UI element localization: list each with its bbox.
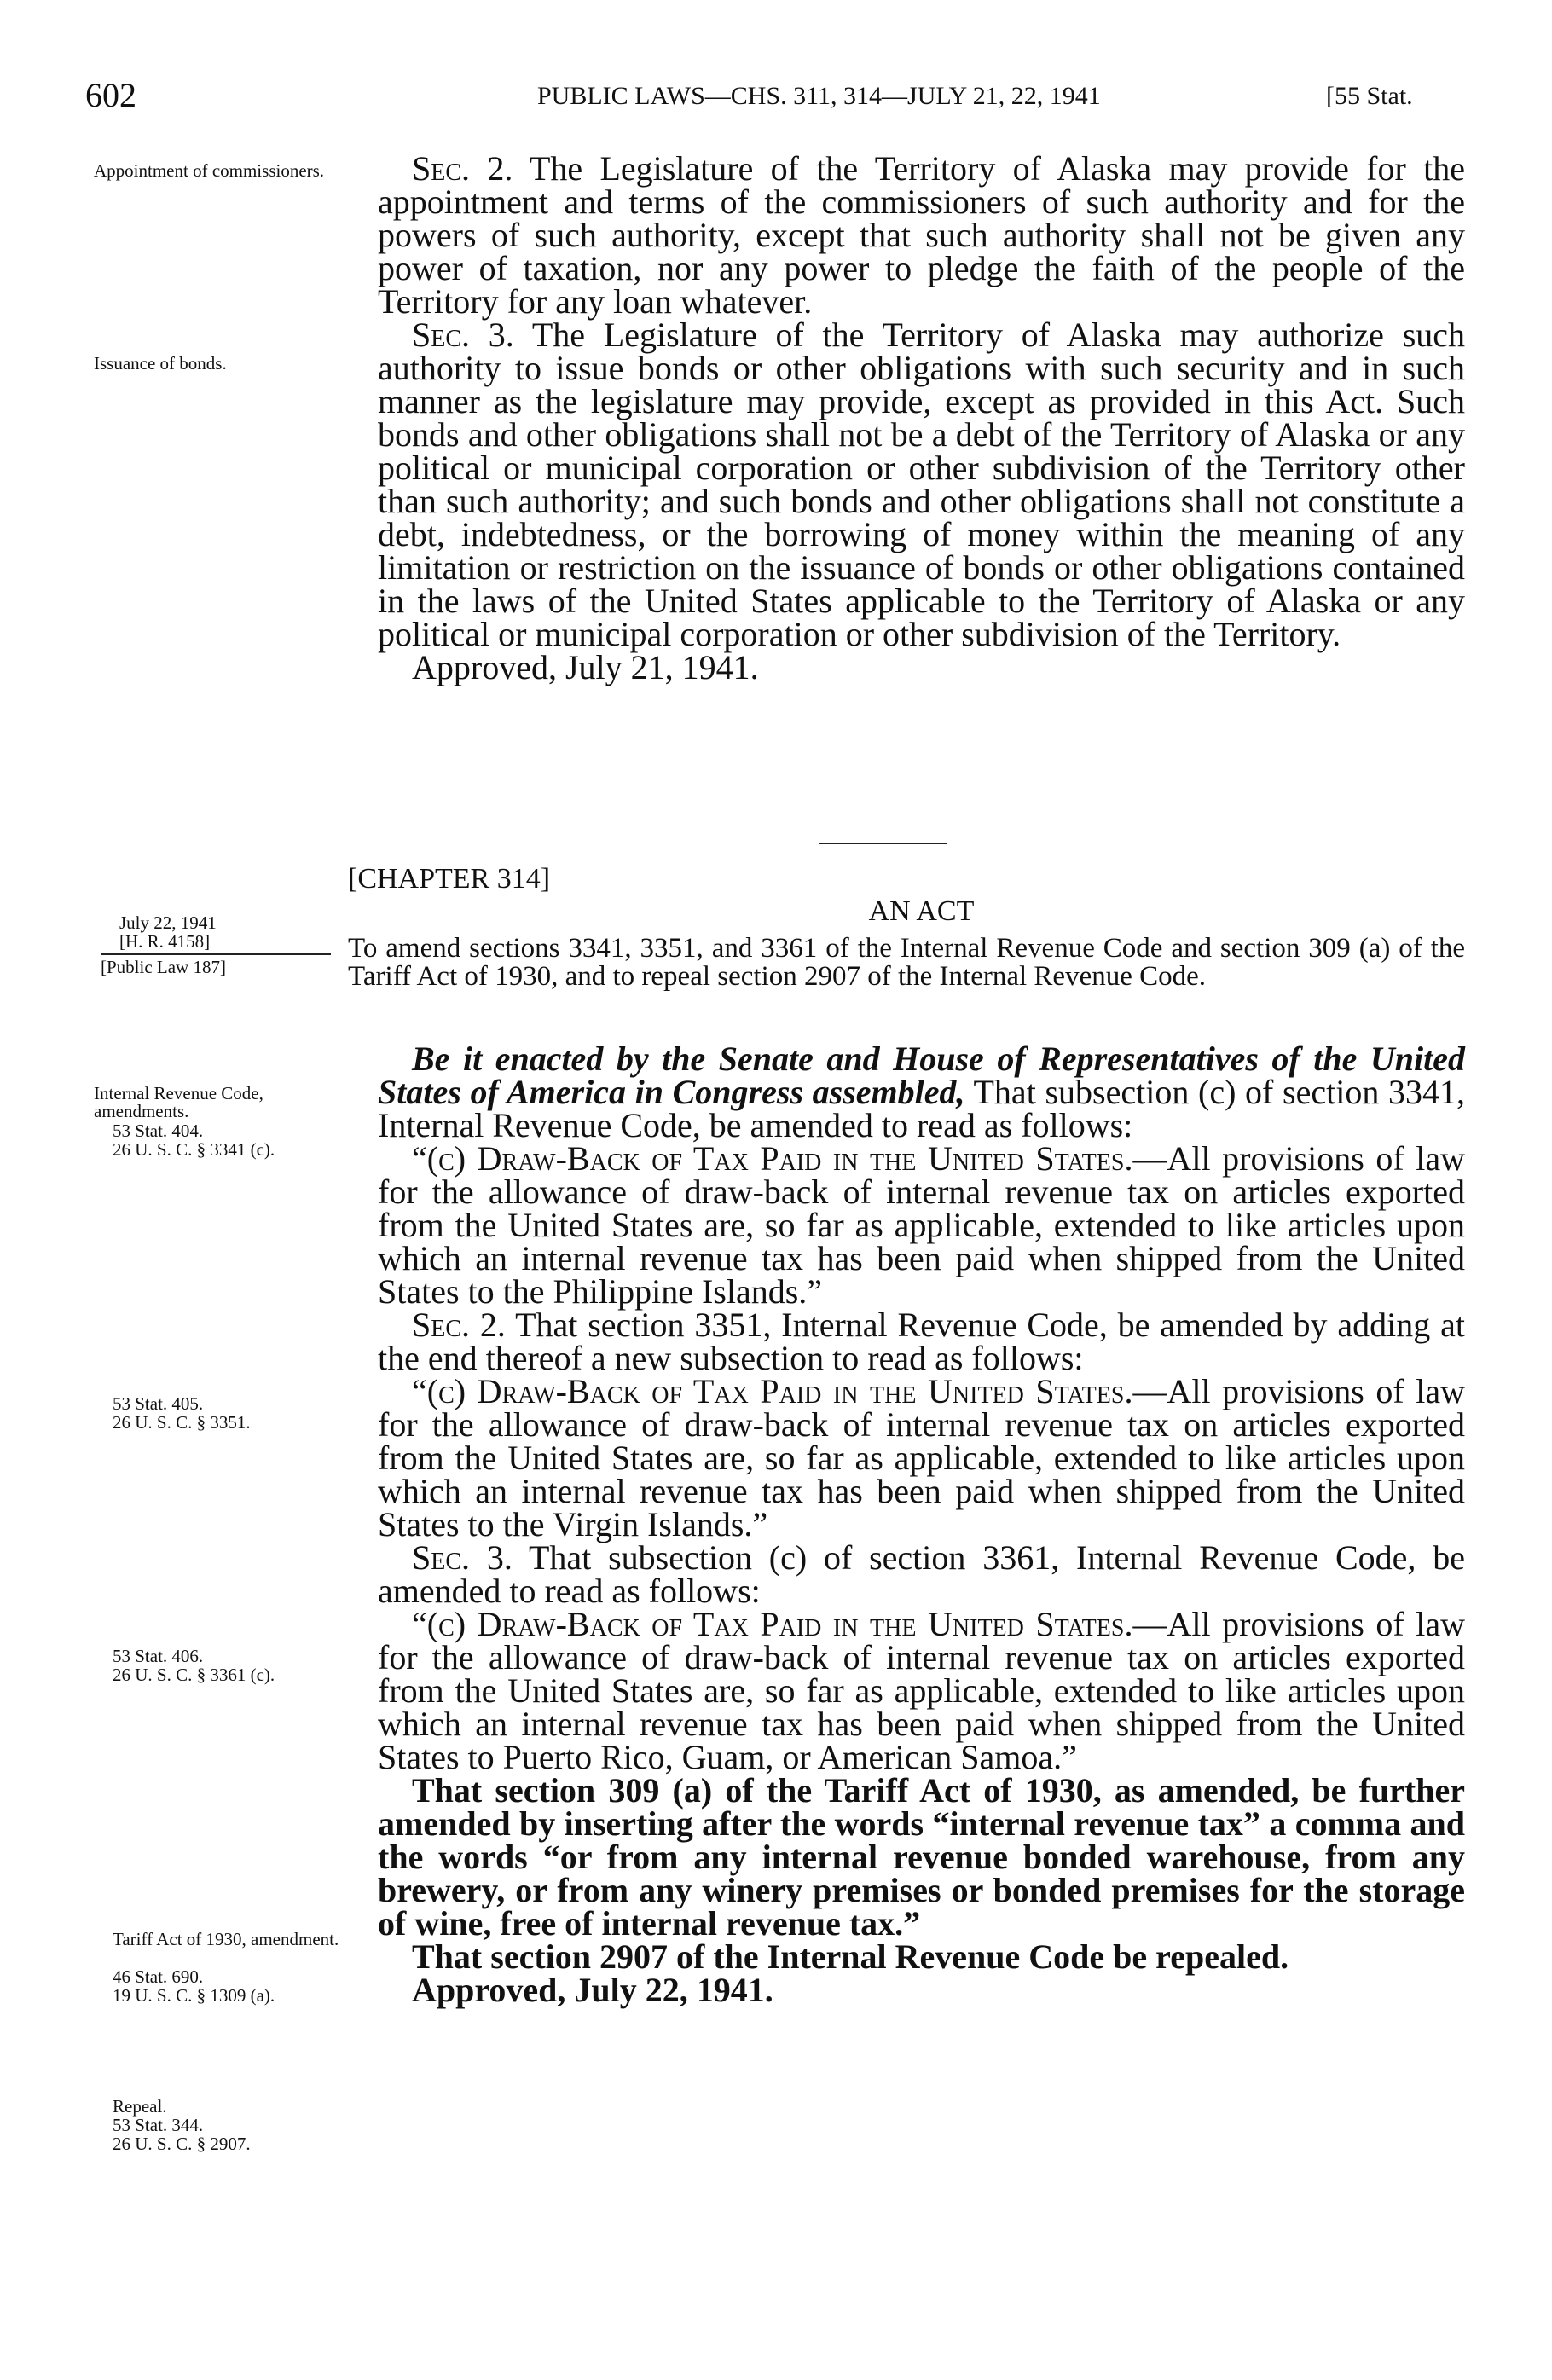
page-number: 602 — [85, 76, 136, 114]
margin-note-repeal-cite1: 53 Stat. 344. — [113, 2115, 204, 2135]
section-2b-label: Sec. 2. — [412, 1306, 506, 1344]
quote-3-text: —All provisions of law for the allowance of draw-back of internal revenue tax on articles exported from the United States are, so far as applicable, extended to like articles upon which an internal revenue tax has been paid when shipped from the United States to Puerto Rico, Guam, or American Samoa.” — [378, 1605, 1466, 1776]
section-divider-rule — [819, 843, 947, 844]
section-2-label: Sec. 2. — [412, 149, 513, 188]
act-body — [378, 1039, 1466, 2009]
quote-1-text: —All provisions of law for the allowance of draw-back of internal revenue tax on articles exported from the United States are, so far as applicable, extended to like articles upon which an internal revenue tax has been paid when shipped from the United States to the Philippine Islands.” — [378, 1139, 1466, 1311]
section-3-text: The Legislature of the Territory of Alaska may authorize such authority to issue bonds or other obligations with such security and in such manner as the legislature may provide, except as provided in this Act. Such bonds and other obligations shall not be a debt of the Territory of Alaska or any political or municipal corporation or other subdivision of the Territory other than such authority; and such bonds and other obligations shall not constitute a debt, indebtedness, or the borrowing of money within the meaning of any limitation or restriction on the issuance of bonds or other obligations contained in the laws of the United States applicable to the Territory of Alaska or any political or municipal corporation or other subdivision of the Territory. — [378, 316, 1466, 653]
section-3b-text: That subsection (c) of section 3361, Internal Revenue Code, be amended to read as follows: — [378, 1538, 1466, 1610]
margin-note-repeal: Repeal. — [113, 2096, 167, 2117]
margin-note-issuance: Issuance of bonds. — [94, 353, 227, 374]
quote-2-text: —All provisions of law for the allowance of draw-back of internal revenue tax on articles exported from the United States are, so far as applicable, extended to like articles upon which an internal revenue tax has been paid when shipped from the United States to the Virgin Islands.” — [378, 1372, 1466, 1543]
section-2-text: The Legislature of the Territory of Alaska may provide for the appointment and terms of the commissioners of such authority and for the powers of such authority, except that such authority shall not be given any power of taxation, nor any power to pledge the faith of the people of the Territory for any loan whatever. — [378, 149, 1465, 321]
margin-note-cite2a: 53 Stat. 405. — [113, 1393, 204, 1414]
margin-note-public-law: [Public Law 187] — [101, 957, 226, 977]
quote-3-heading: “(c) Draw-Back of Tax Paid in the United States. — [412, 1605, 1133, 1643]
margin-note-appointment: Appointment of commissioners. — [94, 160, 325, 181]
repeal-paragraph: That section 2907 of the Internal Revenue Code be repealed. — [412, 1937, 1289, 1976]
margin-note-tariff: Tariff Act of 1930, amendment. — [113, 1929, 339, 1949]
margin-note-irc-amend: Internal Revenue Code, amendments. — [94, 1083, 263, 1121]
tariff-paragraph: That section 309 (a) of the Tariff Act of 1930, as amended, be further amended by inserting after the words “internal revenue tax” a comma and the words “or from any internal revenue bonded warehouse, from any brewery, or from any winery premises or bonded premises for the storage of wine, free of internal revenue tax.” — [378, 1771, 1465, 1943]
chapter-heading: [CHAPTER 314] — [348, 863, 551, 895]
enacting-clause: Be it enacted by the Senate and House of Representatives of the United States of America in Congress assembled, — [378, 1039, 1465, 1111]
margin-note-cite3a: 53 Stat. 406. — [113, 1646, 204, 1666]
margin-note-cite3b: 26 U. S. C. § 3361 (c). — [113, 1665, 275, 1685]
quote-1-heading: “(c) Draw-Back of Tax Paid in the United States. — [412, 1139, 1133, 1178]
enacting-text: That subsection (c) of section 3341, Internal Revenue Code, be amended to read as follows: — [378, 1073, 1466, 1144]
running-title: PUBLIC LAWS—CHS. 311, 314—JULY 21, 22, 1941 — [537, 82, 1101, 110]
section-2b-text: That section 3351, Internal Revenue Code, be amended by adding at the end thereof a new subsection to read as follows: — [378, 1306, 1466, 1377]
act-purpose — [348, 935, 1465, 991]
act-purpose-text: To amend sections 3341, 3351, and 3361 of the Internal Revenue Code and section 309 (a) of the Tariff Act of 1930, and to repeal section 2907 of the Internal Revenue Code. — [348, 933, 1465, 992]
margin-note-date: July 22, 1941 — [119, 912, 217, 933]
margin-note-irc-cite1: 53 Stat. 404. — [113, 1121, 204, 1141]
stat-reference: [55 Stat. — [1326, 82, 1413, 110]
margin-note-tariff-cite2: 19 U. S. C. § 1309 (a). — [113, 1985, 275, 2006]
margin-rule — [101, 953, 331, 955]
approved-july-21: Approved, July 21, 1941. — [412, 648, 759, 686]
margin-note-cite2b: 26 U. S. C. § 3351. — [113, 1412, 251, 1433]
margin-note-tariff-cite1: 46 Stat. 690. — [113, 1966, 204, 1987]
margin-note-repeal-cite2: 26 U. S. C. § 2907. — [113, 2134, 251, 2154]
section-3b-label: Sec. 3. — [412, 1538, 513, 1577]
section-3-label: Sec. 3. — [412, 316, 514, 354]
quote-2-heading: “(c) Draw-Back of Tax Paid in the United States. — [412, 1372, 1133, 1410]
approved-july-22: Approved, July 22, 1941. — [412, 1971, 773, 2009]
margin-note-irc-cite2: 26 U. S. C. § 3341 (c). — [113, 1139, 275, 1160]
act-title: AN ACT — [868, 895, 975, 927]
section-2-paragraph — [378, 149, 1466, 686]
margin-note-hr: [H. R. 4158] — [119, 931, 211, 952]
